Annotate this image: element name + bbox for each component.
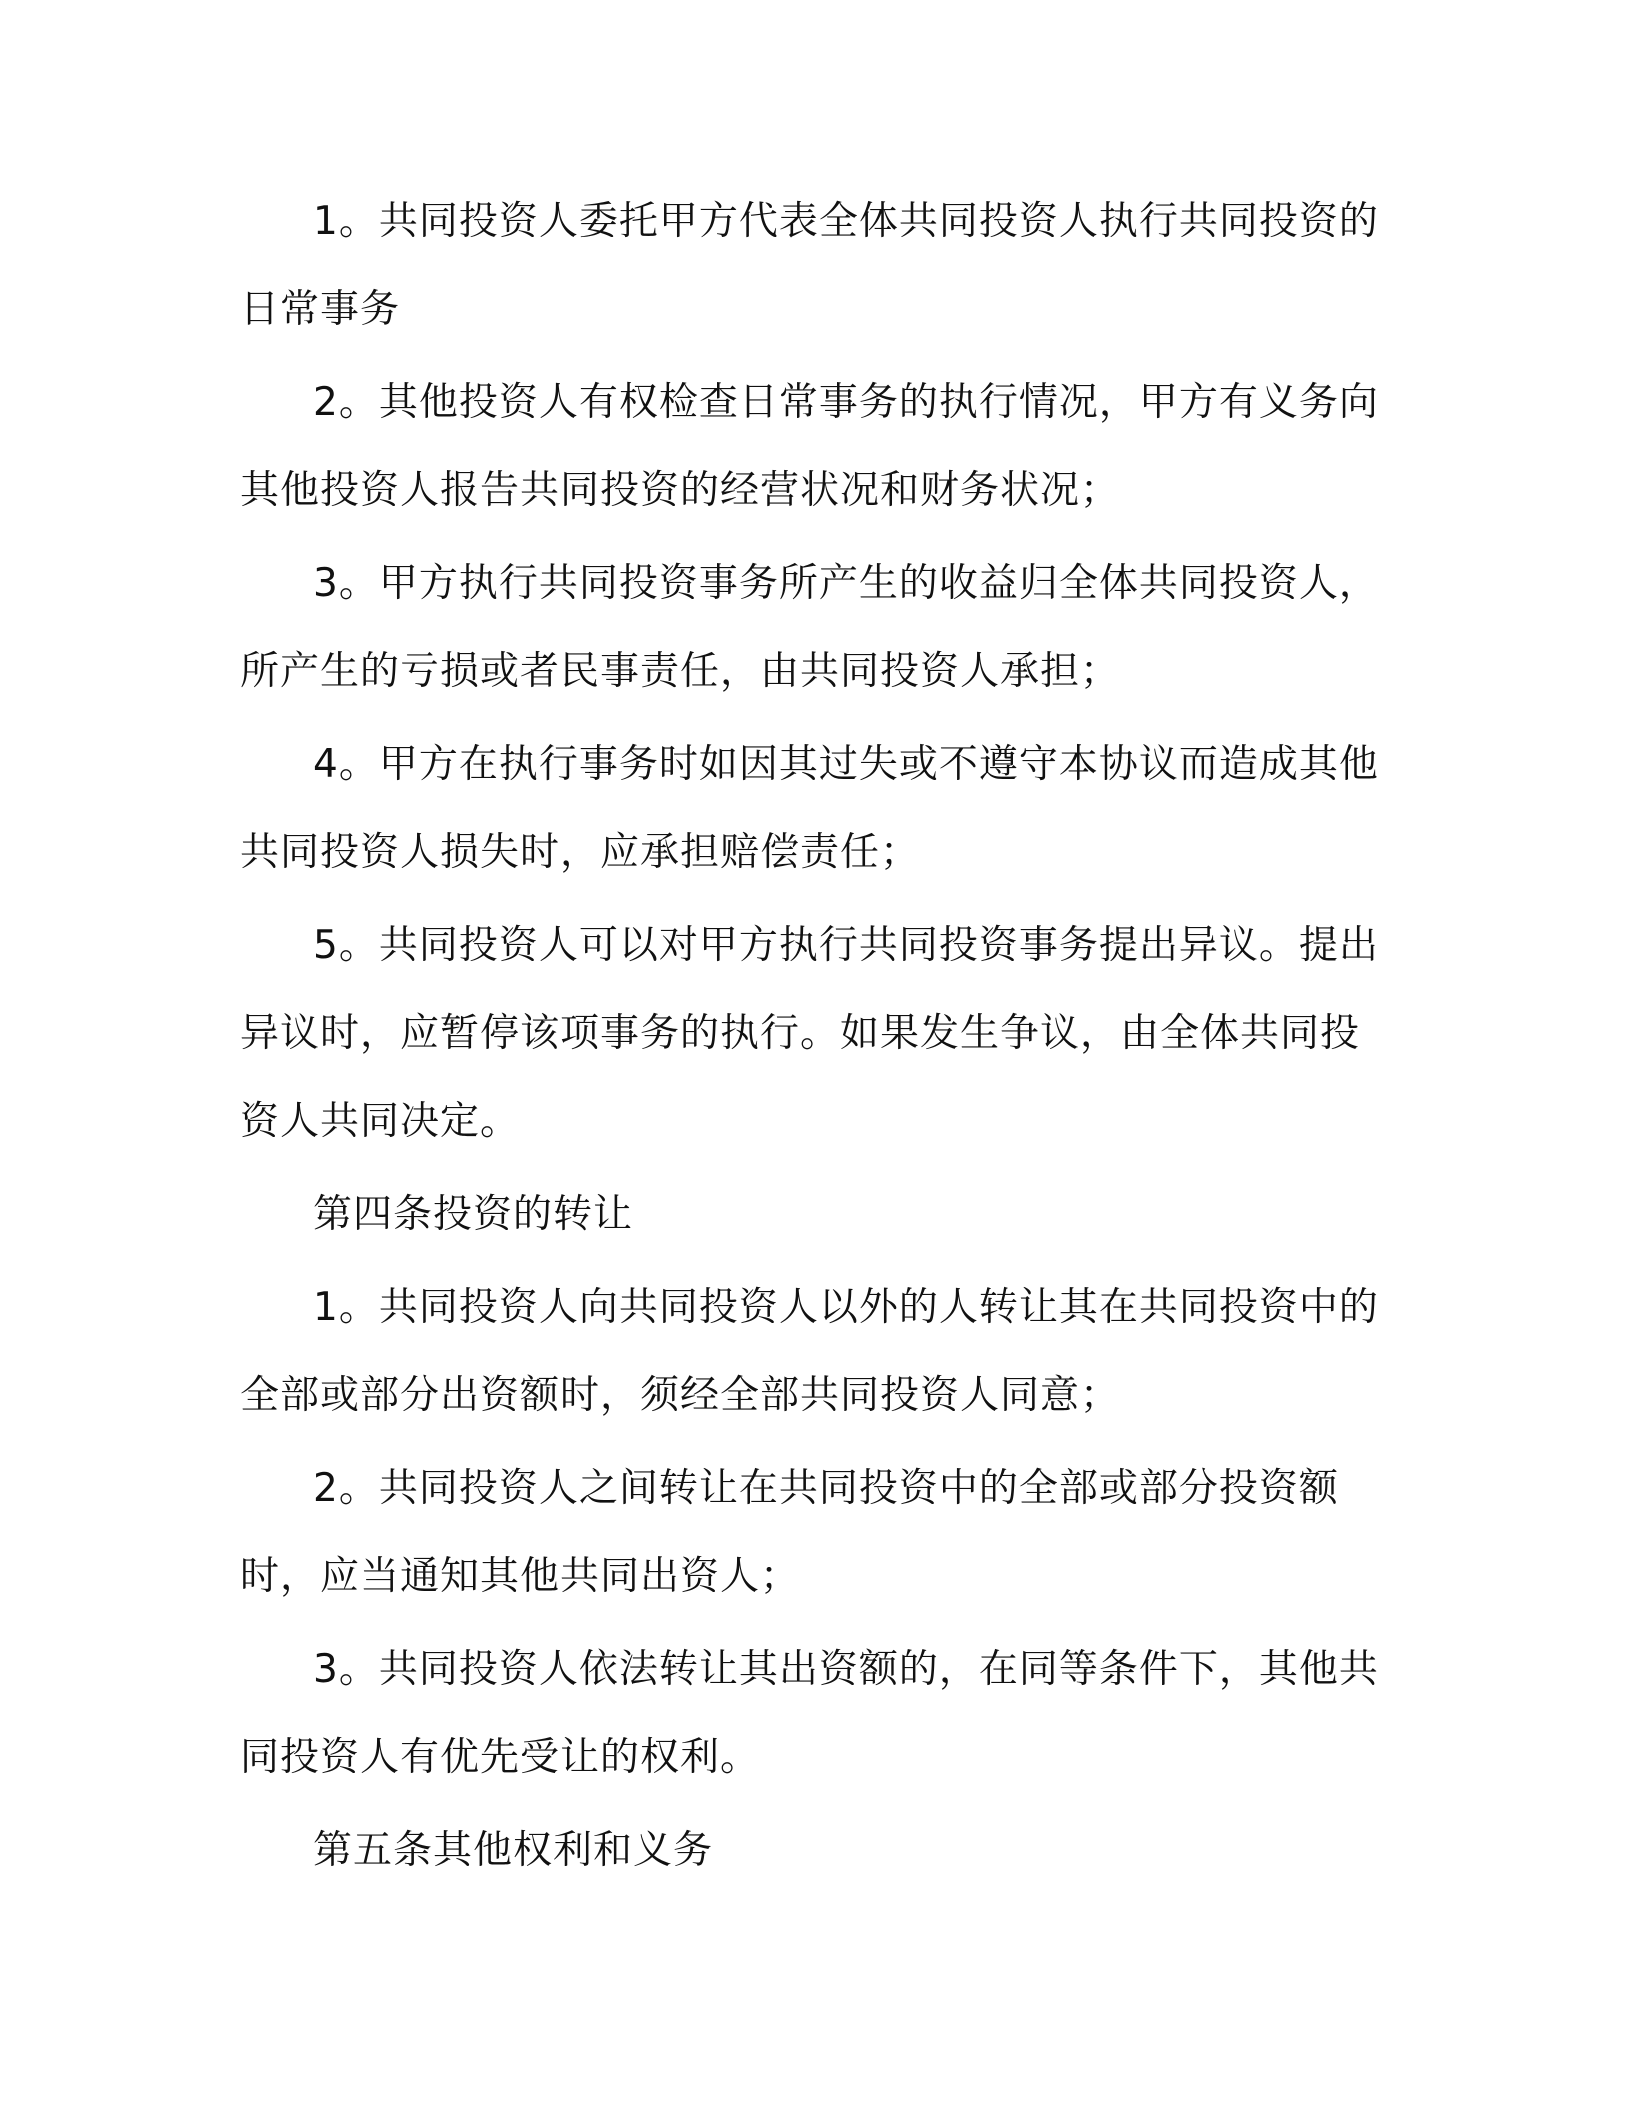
document-body bbox=[240, 178, 1388, 1900]
clause-3-item-1: 1。共同投资人委托甲方代表全体共同投资人执行共同投资的日常事务 bbox=[240, 199, 1379, 332]
article-4-item-2: 2。共同投资人之间转让在共同投资中的全部或部分投资额时，应当通知其他共同出资人； bbox=[240, 1466, 1339, 1599]
article-4-heading: 第四条投资的转让 bbox=[313, 1192, 634, 1237]
article-5-heading: 第五条其他权利和义务 bbox=[313, 1828, 714, 1873]
article-4-item-3: 3。共同投资人依法转让其出资额的，在同等条件下，其他共同投资人有优先受让的权利。 bbox=[240, 1647, 1379, 1780]
clause-3-item-3: 3。甲方执行共同投资事务所产生的收益归全体共同投资人，所产生的亏损或者民事责任，由共同投资人承担； bbox=[240, 561, 1379, 694]
clause-3-item-5: 5。共同投资人可以对甲方执行共同投资事务提出异议。提出异议时，应暂停该项事务的执行。如果发生争议，由全体共同投资人共同决定。 bbox=[240, 923, 1379, 1144]
article-4-item-1: 1。共同投资人向共同投资人以外的人转让其在共同投资中的全部或部分出资额时，须经全部共同投资人同意； bbox=[240, 1285, 1379, 1418]
clause-3-item-2: 2。其他投资人有权检查日常事务的执行情况，甲方有义务向其他投资人报告共同投资的经营状况和财务状况； bbox=[240, 380, 1379, 513]
clause-3-item-4: 4。甲方在执行事务时如因其过失或不遵守本协议而造成其他共同投资人损失时，应承担赔偿责任； bbox=[240, 742, 1379, 875]
